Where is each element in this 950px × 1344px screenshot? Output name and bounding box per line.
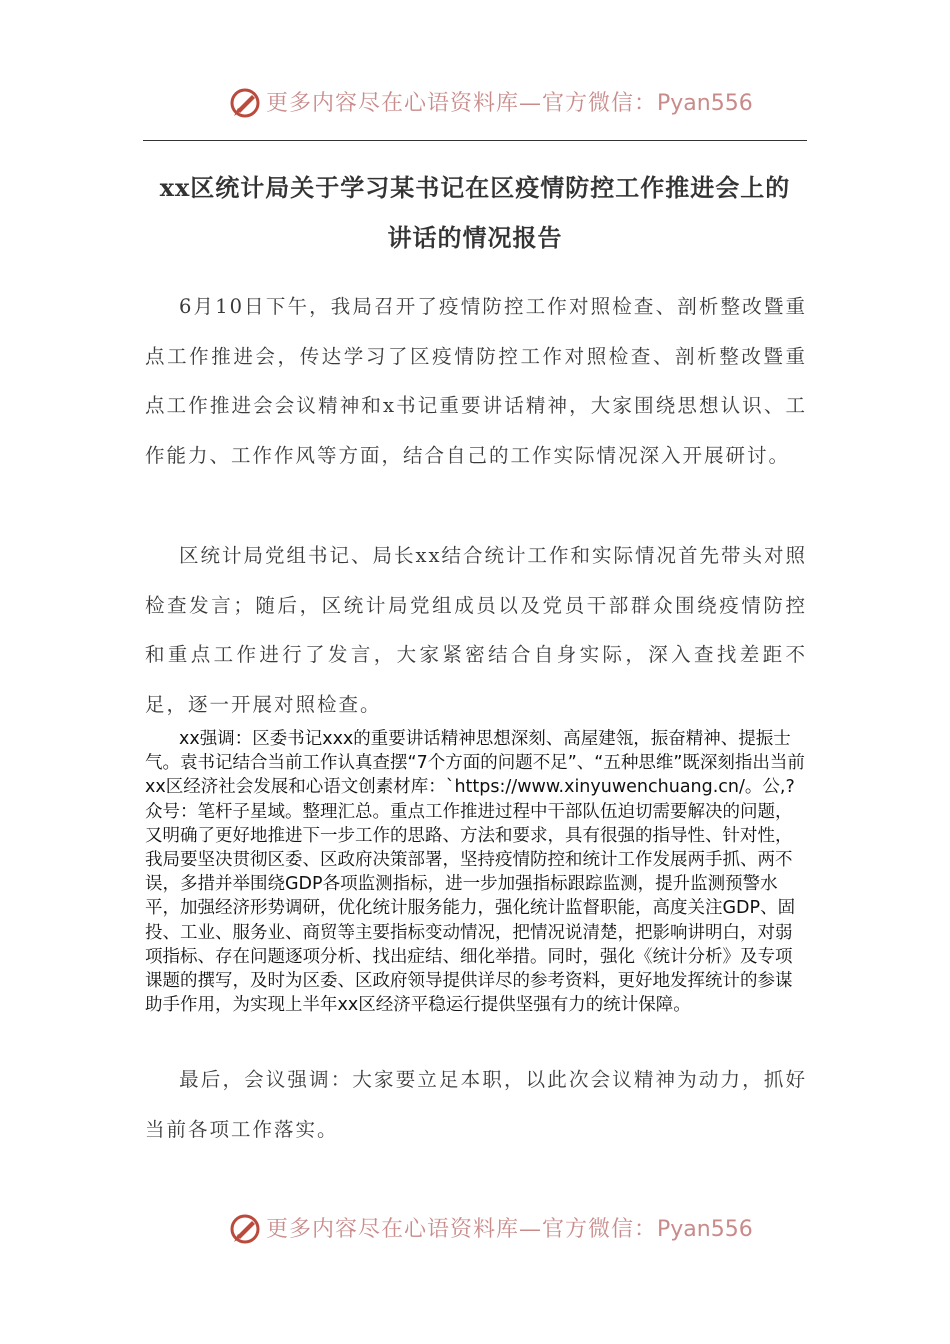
pen-logo-icon [228, 1212, 262, 1246]
header-divider [143, 140, 807, 141]
watermark-id: Pyan556 [657, 1217, 753, 1242]
watermark-id: Pyan556 [657, 91, 753, 116]
watermark-text: 更多内容尽在心语资料库—官方微信：Pyan556 [266, 1217, 753, 1242]
watermark-banner-bottom [0, 1210, 950, 1250]
paragraph-1: 6月10日下午，我局召开了疫情防控工作对照检查、剖析整改暨重点工作推进会，传达学习了区疫情防控工作对照检查、剖析整改暨重点工作推进会会议精神和x书记重要讲话精神，大家围绕思想认识、工作能力、工作作风等方面，结合自己的工作实际情况深入开展研讨。 [145, 295, 807, 467]
document-title-line1: xx区统计局关于学习某书记在区疫情防控工作推进会上的 [159, 173, 791, 202]
pen-logo-icon [228, 86, 262, 120]
watermark-banner-top [0, 84, 950, 124]
watermark-text: 更多内容尽在心语资料库—官方微信：Pyan556 [266, 91, 753, 116]
paragraph-3: xx强调：区委书记xxx的重要讲话精神思想深刻、高屋建瓴，振奋精神、提振士气。袁书记结合当前工作认真查摆“7个方面的问题不足”、“五种思维”既深刻指出当前xx区经济社会发展和心语文创素材库：`https://www.xinyuwenchuang.cn/。公,?众号：笔杆子星域。整理汇总。重点工作推进过程中干部队伍迫切需要解决的问题，又明确了更好地推进下一步工作的思路、方法和要求，具有很强的指导性、针对性，我局要坚决贯彻区委、区政府决策部署，坚持疫情防控和统计工作发展两手抓、两不误，多措并举围绕GDP各项监测指标，进一步加强指标跟踪监测，提升监测预警水平，加强经济形势调研，优化统计服务能力，强化统计监督职能，高度关注GDP、固投、工业、服务业、商贸等主要指标变动情况，把情况说清楚，把影响讲明白，对弱项指标、存在问题逐项分析、找出症结、细化举措。同时，强化《统计分析》及专项课题的撰写，及时为区委、区政府领导提供详尽的参考资料，更好地发挥统计的参谋助手作用，为实现上半年xx区经济平稳运行提供坚强有力的统计保障。 [145, 729, 805, 1016]
document-title-line2: 讲话的情况报告 [387, 223, 563, 252]
paragraph-2: 区统计局党组书记、局长xx结合统计工作和实际情况首先带头对照检查发言；随后，区统计局党组成员以及党员干部群众围绕疫情防控和重点工作进行了发言，大家紧密结合自身实际，深入查找差距不足，逐一开展对照检查。 [145, 544, 807, 716]
paragraph-4: 最后，会议强调：大家要立足本职，以此次会议精神为动力，抓好当前各项工作落实。 [145, 1068, 807, 1141]
